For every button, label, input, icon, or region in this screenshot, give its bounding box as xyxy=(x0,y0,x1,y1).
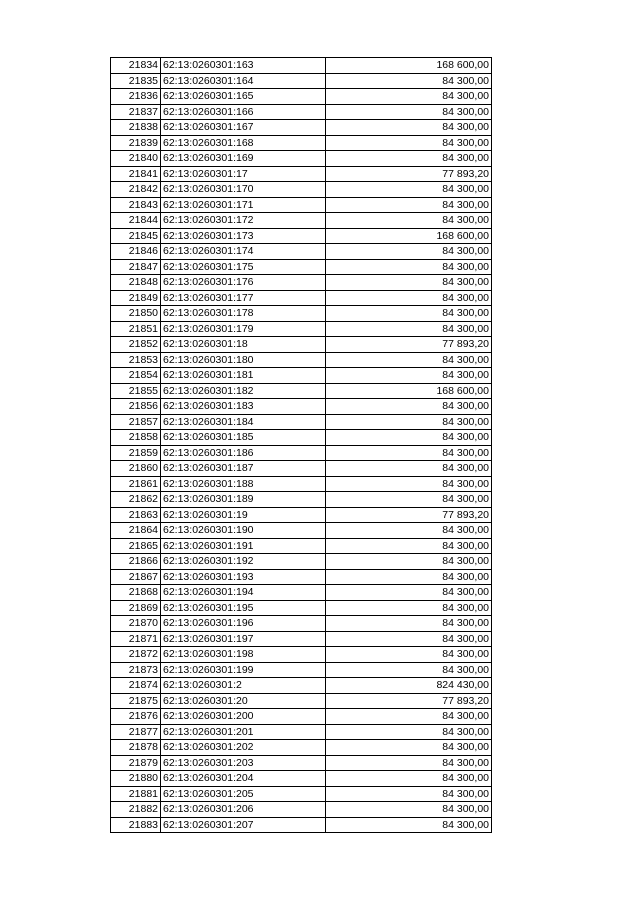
row-number-cell: 21837 xyxy=(111,105,161,120)
row-number-cell: 21870 xyxy=(111,616,161,631)
row-number-cell: 21838 xyxy=(111,120,161,135)
cadastral-value-cell: 84 300,00 xyxy=(326,415,492,430)
cadastral-number-cell: 62:13:0260301:200 xyxy=(161,709,326,724)
table-row xyxy=(111,492,492,508)
cadastral-value-cell: 84 300,00 xyxy=(326,291,492,306)
cadastral-value-cell: 84 300,00 xyxy=(326,322,492,337)
cadastral-number-cell: 62:13:0260301:206 xyxy=(161,802,326,817)
cadastral-number-cell: 62:13:0260301:169 xyxy=(161,151,326,166)
table-row xyxy=(111,399,492,415)
cadastral-value-cell: 84 300,00 xyxy=(326,601,492,616)
cadastral-number-cell: 62:13:0260301:186 xyxy=(161,446,326,461)
row-number-cell: 21857 xyxy=(111,415,161,430)
row-number-cell: 21852 xyxy=(111,337,161,352)
cadastral-value-cell: 84 300,00 xyxy=(326,151,492,166)
row-number-cell: 21865 xyxy=(111,539,161,554)
table-row xyxy=(111,353,492,369)
cadastral-number-cell: 62:13:0260301:201 xyxy=(161,725,326,740)
row-number-cell: 21842 xyxy=(111,182,161,197)
cadastral-number-cell: 62:13:0260301:20 xyxy=(161,694,326,709)
cadastral-number-cell: 62:13:0260301:173 xyxy=(161,229,326,244)
cadastral-value-cell: 168 600,00 xyxy=(326,58,492,73)
table-row xyxy=(111,756,492,772)
row-number-cell: 21845 xyxy=(111,229,161,244)
row-number-cell: 21878 xyxy=(111,740,161,755)
row-number-cell: 21841 xyxy=(111,167,161,182)
row-number-cell: 21844 xyxy=(111,213,161,228)
table-row xyxy=(111,244,492,260)
cadastral-number-cell: 62:13:0260301:180 xyxy=(161,353,326,368)
cadastral-number-cell: 62:13:0260301:167 xyxy=(161,120,326,135)
table-row xyxy=(111,461,492,477)
cadastral-value-cell: 84 300,00 xyxy=(326,182,492,197)
table-row xyxy=(111,337,492,353)
row-number-cell: 21869 xyxy=(111,601,161,616)
cadastral-number-cell: 62:13:0260301:193 xyxy=(161,570,326,585)
table-row xyxy=(111,198,492,214)
cadastral-value-cell: 84 300,00 xyxy=(326,616,492,631)
table-row xyxy=(111,182,492,198)
cadastral-number-cell: 62:13:0260301:19 xyxy=(161,508,326,523)
cadastral-number-cell: 62:13:0260301:182 xyxy=(161,384,326,399)
table-row xyxy=(111,725,492,741)
cadastral-value-cell: 84 300,00 xyxy=(326,477,492,492)
row-number-cell: 21859 xyxy=(111,446,161,461)
row-number-cell: 21864 xyxy=(111,523,161,538)
cadastral-number-cell: 62:13:0260301:197 xyxy=(161,632,326,647)
cadastral-number-cell: 62:13:0260301:192 xyxy=(161,554,326,569)
table-row xyxy=(111,740,492,756)
table-row xyxy=(111,275,492,291)
cadastral-value-cell: 84 300,00 xyxy=(326,353,492,368)
cadastral-number-cell: 62:13:0260301:176 xyxy=(161,275,326,290)
cadastral-value-cell: 84 300,00 xyxy=(326,663,492,678)
table-row xyxy=(111,554,492,570)
row-number-cell: 21836 xyxy=(111,89,161,104)
row-number-cell: 21872 xyxy=(111,647,161,662)
cadastral-value-cell: 84 300,00 xyxy=(326,740,492,755)
cadastral-number-cell: 62:13:0260301:184 xyxy=(161,415,326,430)
table-row xyxy=(111,105,492,121)
cadastral-value-cell: 84 300,00 xyxy=(326,430,492,445)
row-number-cell: 21846 xyxy=(111,244,161,259)
row-number-cell: 21875 xyxy=(111,694,161,709)
row-number-cell: 21847 xyxy=(111,260,161,275)
table-row xyxy=(111,58,492,74)
cadastral-value-cell: 84 300,00 xyxy=(326,74,492,89)
row-number-cell: 21861 xyxy=(111,477,161,492)
row-number-cell: 21834 xyxy=(111,58,161,73)
row-number-cell: 21873 xyxy=(111,663,161,678)
row-number-cell: 21863 xyxy=(111,508,161,523)
cadastral-number-cell: 62:13:0260301:205 xyxy=(161,787,326,802)
row-number-cell: 21874 xyxy=(111,678,161,693)
cadastral-value-cell: 77 893,20 xyxy=(326,337,492,352)
cadastral-value-cell: 84 300,00 xyxy=(326,136,492,151)
table-row xyxy=(111,818,492,834)
row-number-cell: 21854 xyxy=(111,368,161,383)
table-row xyxy=(111,508,492,524)
row-number-cell: 21849 xyxy=(111,291,161,306)
cadastral-value-cell: 84 300,00 xyxy=(326,787,492,802)
table-row xyxy=(111,663,492,679)
table-row xyxy=(111,616,492,632)
cadastral-number-cell: 62:13:0260301:194 xyxy=(161,585,326,600)
cadastral-number-cell: 62:13:0260301:179 xyxy=(161,322,326,337)
row-number-cell: 21862 xyxy=(111,492,161,507)
cadastral-number-cell: 62:13:0260301:174 xyxy=(161,244,326,259)
row-number-cell: 21876 xyxy=(111,709,161,724)
cadastral-number-cell: 62:13:0260301:204 xyxy=(161,771,326,786)
table-row xyxy=(111,74,492,90)
row-number-cell: 21867 xyxy=(111,570,161,585)
cadastral-number-cell: 62:13:0260301:190 xyxy=(161,523,326,538)
cadastral-number-cell: 62:13:0260301:175 xyxy=(161,260,326,275)
cadastral-value-cell: 84 300,00 xyxy=(326,632,492,647)
row-number-cell: 21851 xyxy=(111,322,161,337)
cadastral-number-cell: 62:13:0260301:191 xyxy=(161,539,326,554)
cadastral-number-cell: 62:13:0260301:203 xyxy=(161,756,326,771)
cadastral-number-cell: 62:13:0260301:183 xyxy=(161,399,326,414)
cadastral-value-cell: 77 893,20 xyxy=(326,167,492,182)
cadastral-number-cell: 62:13:0260301:170 xyxy=(161,182,326,197)
cadastral-number-cell: 62:13:0260301:181 xyxy=(161,368,326,383)
cadastral-number-cell: 62:13:0260301:195 xyxy=(161,601,326,616)
cadastral-value-cell: 84 300,00 xyxy=(326,756,492,771)
table-row xyxy=(111,771,492,787)
cadastral-number-cell: 62:13:0260301:178 xyxy=(161,306,326,321)
cadastral-value-cell: 168 600,00 xyxy=(326,384,492,399)
cadastral-number-cell: 62:13:0260301:198 xyxy=(161,647,326,662)
cadastral-number-cell: 62:13:0260301:18 xyxy=(161,337,326,352)
cadastral-number-cell: 62:13:0260301:188 xyxy=(161,477,326,492)
table-row xyxy=(111,260,492,276)
row-number-cell: 21871 xyxy=(111,632,161,647)
row-number-cell: 21853 xyxy=(111,353,161,368)
row-number-cell: 21879 xyxy=(111,756,161,771)
cadastral-value-cell: 84 300,00 xyxy=(326,570,492,585)
cadastral-value-cell: 84 300,00 xyxy=(326,802,492,817)
cadastral-value-cell: 84 300,00 xyxy=(326,213,492,228)
cadastral-number-cell: 62:13:0260301:199 xyxy=(161,663,326,678)
cadastral-number-cell: 62:13:0260301:185 xyxy=(161,430,326,445)
row-number-cell: 21880 xyxy=(111,771,161,786)
table-row xyxy=(111,322,492,338)
cadastral-value-cell: 84 300,00 xyxy=(326,306,492,321)
table-row xyxy=(111,523,492,539)
row-number-cell: 21848 xyxy=(111,275,161,290)
cadastral-number-cell: 62:13:0260301:166 xyxy=(161,105,326,120)
table-row xyxy=(111,601,492,617)
table-row xyxy=(111,570,492,586)
table-row xyxy=(111,694,492,710)
row-number-cell: 21843 xyxy=(111,198,161,213)
cadastral-value-cell: 84 300,00 xyxy=(326,709,492,724)
table-row xyxy=(111,647,492,663)
table-row xyxy=(111,787,492,803)
row-number-cell: 21860 xyxy=(111,461,161,476)
table-row xyxy=(111,151,492,167)
row-number-cell: 21881 xyxy=(111,787,161,802)
table-row xyxy=(111,430,492,446)
cadastral-value-cell: 84 300,00 xyxy=(326,446,492,461)
cadastral-value-table xyxy=(110,57,492,833)
table-row xyxy=(111,802,492,818)
table-row xyxy=(111,368,492,384)
cadastral-value-cell: 84 300,00 xyxy=(326,647,492,662)
cadastral-value-cell: 84 300,00 xyxy=(326,492,492,507)
table-row xyxy=(111,632,492,648)
cadastral-number-cell: 62:13:0260301:187 xyxy=(161,461,326,476)
table-row xyxy=(111,167,492,183)
cadastral-value-cell: 84 300,00 xyxy=(326,368,492,383)
cadastral-value-cell: 84 300,00 xyxy=(326,818,492,833)
table-row xyxy=(111,585,492,601)
table-row xyxy=(111,89,492,105)
cadastral-value-cell: 84 300,00 xyxy=(326,244,492,259)
cadastral-value-cell: 77 893,20 xyxy=(326,508,492,523)
cadastral-number-cell: 62:13:0260301:189 xyxy=(161,492,326,507)
row-number-cell: 21856 xyxy=(111,399,161,414)
row-number-cell: 21883 xyxy=(111,818,161,833)
cadastral-value-cell: 84 300,00 xyxy=(326,105,492,120)
table-row xyxy=(111,120,492,136)
cadastral-value-cell: 84 300,00 xyxy=(326,120,492,135)
table-row xyxy=(111,678,492,694)
cadastral-value-cell: 84 300,00 xyxy=(326,198,492,213)
table-row xyxy=(111,213,492,229)
cadastral-value-cell: 84 300,00 xyxy=(326,523,492,538)
table-row xyxy=(111,709,492,725)
table-row xyxy=(111,477,492,493)
table-row xyxy=(111,291,492,307)
cadastral-value-cell: 84 300,00 xyxy=(326,399,492,414)
cadastral-number-cell: 62:13:0260301:168 xyxy=(161,136,326,151)
table-row xyxy=(111,446,492,462)
cadastral-number-cell: 62:13:0260301:163 xyxy=(161,58,326,73)
cadastral-value-cell: 84 300,00 xyxy=(326,461,492,476)
cadastral-number-cell: 62:13:0260301:196 xyxy=(161,616,326,631)
cadastral-value-cell: 168 600,00 xyxy=(326,229,492,244)
cadastral-value-cell: 84 300,00 xyxy=(326,275,492,290)
table-row xyxy=(111,415,492,431)
cadastral-value-cell: 84 300,00 xyxy=(326,260,492,275)
cadastral-value-cell: 84 300,00 xyxy=(326,554,492,569)
row-number-cell: 21850 xyxy=(111,306,161,321)
table-row xyxy=(111,229,492,245)
cadastral-number-cell: 62:13:0260301:2 xyxy=(161,678,326,693)
cadastral-value-cell: 84 300,00 xyxy=(326,539,492,554)
cadastral-number-cell: 62:13:0260301:165 xyxy=(161,89,326,104)
row-number-cell: 21855 xyxy=(111,384,161,399)
row-number-cell: 21858 xyxy=(111,430,161,445)
cadastral-value-cell: 824 430,00 xyxy=(326,678,492,693)
cadastral-number-cell: 62:13:0260301:207 xyxy=(161,818,326,833)
cadastral-number-cell: 62:13:0260301:172 xyxy=(161,213,326,228)
row-number-cell: 21839 xyxy=(111,136,161,151)
cadastral-number-cell: 62:13:0260301:17 xyxy=(161,167,326,182)
cadastral-value-cell: 77 893,20 xyxy=(326,694,492,709)
table-row xyxy=(111,539,492,555)
row-number-cell: 21868 xyxy=(111,585,161,600)
cadastral-number-cell: 62:13:0260301:177 xyxy=(161,291,326,306)
cadastral-value-cell: 84 300,00 xyxy=(326,771,492,786)
cadastral-number-cell: 62:13:0260301:171 xyxy=(161,198,326,213)
cadastral-number-cell: 62:13:0260301:202 xyxy=(161,740,326,755)
row-number-cell: 21877 xyxy=(111,725,161,740)
table-row xyxy=(111,384,492,400)
table-row xyxy=(111,136,492,152)
row-number-cell: 21882 xyxy=(111,802,161,817)
cadastral-value-cell: 84 300,00 xyxy=(326,725,492,740)
row-number-cell: 21866 xyxy=(111,554,161,569)
row-number-cell: 21835 xyxy=(111,74,161,89)
table-row xyxy=(111,306,492,322)
cadastral-value-cell: 84 300,00 xyxy=(326,585,492,600)
cadastral-value-cell: 84 300,00 xyxy=(326,89,492,104)
cadastral-number-cell: 62:13:0260301:164 xyxy=(161,74,326,89)
row-number-cell: 21840 xyxy=(111,151,161,166)
